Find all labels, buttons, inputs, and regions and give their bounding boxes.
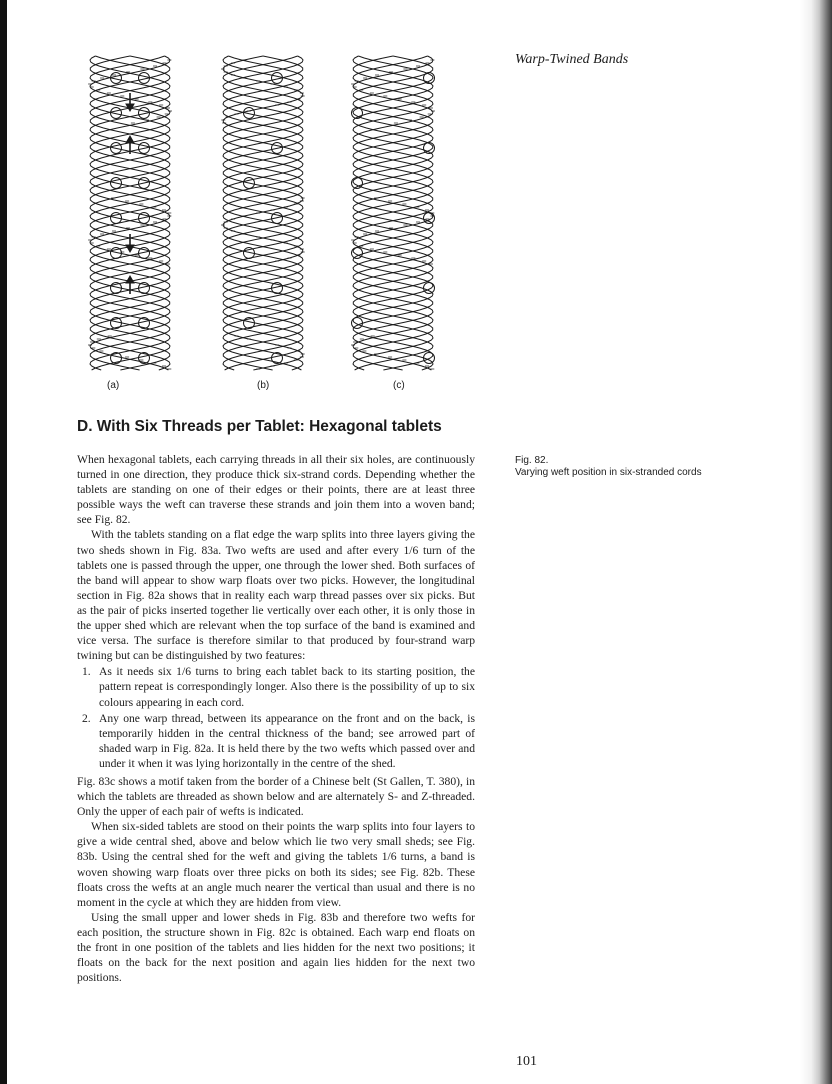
paragraph-2: With the tablets standing on a flat edge the warp splits into three layers giving the two sheds shown in Fig. 83a. Two wefts are used and after every 1/6 turn of the tablets one is passed through the upper, one through the lower shed. Both surfaces of the band will appear to show warp floats over two picks. However, the longitudinal section in Fig. 82a shows that in reality each warp thread passes over six picks. But as the pair of picks inserted together lie vertically over each other, it is only those in the upper shed which are relevant when the top surface of the band is examined and vice versa. The surface is therefore similar to that produced by four-strand warp twining but can be distinguished by two features: [77,528,475,663]
cord-c [351,56,435,370]
list-item-text: Any one warp thread, between its appearance on the front and on the back, is temporarily hidden in the central thickness of the band; see arrowed part of shaded warp in Fig. 82a. It is held there by the two wefts which passed over and under it when it was lying horizontally in the centre of the shed. [99,711,475,770]
paragraph-4: When six-sided tablets are stood on their points the warp splits into four layers to give a wide central shed, above and below which lie two very small sheds; see Fig. 83b. Using the central shed for the weft and giving the tablets 1/6 turns, a band is woven showing warp floats over three picks on both its sides; see Fig. 82b. These floats cross the wefts at an angle much nearer the vertical than usual and there is no moment in the cycle at which they are hidden from view. [77,820,475,909]
weft-pick [424,283,435,294]
arrowhead-icon [126,136,134,143]
weft-circles [352,73,435,364]
scan-right-shadow [800,0,832,1084]
list-item [77,664,475,709]
list-item-number: 1. [82,665,91,679]
section-heading: D. With Six Threads per Tablet: Hexagonal tablets [77,418,442,435]
weft-pick [352,248,363,259]
paragraph-1: When hexagonal tablets, each carrying threads in all their six holes, are continuously turned in one direction, they produce thick six-strand cords. Depending whether the tablets are standing on one of their edges or their points, there are at least three possible ways the weft can traverse these strands and join them into a woven band; see Fig. 82. [77,453,475,527]
figure-caption-text: Varying weft position in six-stranded cords [515,467,702,478]
arrowhead-icon [126,276,134,283]
paragraph-3: Fig. 83c shows a motif taken from the border of a Chinese belt (St Gallen, T. 380), in which the tablets are threaded as shown below and are alternately S- and Z-threaded. Only the upper of each pair of wefts is indicated. [77,774,475,819]
scan-left-edge [0,0,7,1084]
body-text [77,452,475,985]
figure-caption [515,455,715,479]
list-item [77,711,475,771]
running-head: Warp-Twined Bands [515,52,629,67]
list-item-number: 2. [82,711,91,725]
figure-label-c: (c) [393,380,405,391]
figure-caption-number: Fig. 82. [515,455,549,466]
feature-list [77,664,475,771]
cord-b [221,56,305,370]
page-number: 101 [516,1054,537,1069]
list-item-text: As it needs six 1/6 turns to bring each tablet back to its starting position, the pattern repeat is correspondingly longer. Also there is the possibility of up to six colours appearing in each cord. [99,665,475,709]
figure-label-b: (b) [257,380,270,391]
weft-pick [352,318,363,329]
cord-a [88,56,172,370]
paragraph-5: Using the small upper and lower sheds in Fig. 83b and therefore two wefts for each position, the structure shown in Fig. 82c is obtained. Each warp end floats on the front in one position of the tablets and lies hidden for the next two positions; it floats on the back for the next position and again lies hidden for the next two positions. [77,910,475,985]
arrowhead-icon [126,245,134,252]
figure-82-diagrams [80,46,460,381]
figure-82 [80,46,460,398]
figure-label-a: (a) [107,380,120,391]
